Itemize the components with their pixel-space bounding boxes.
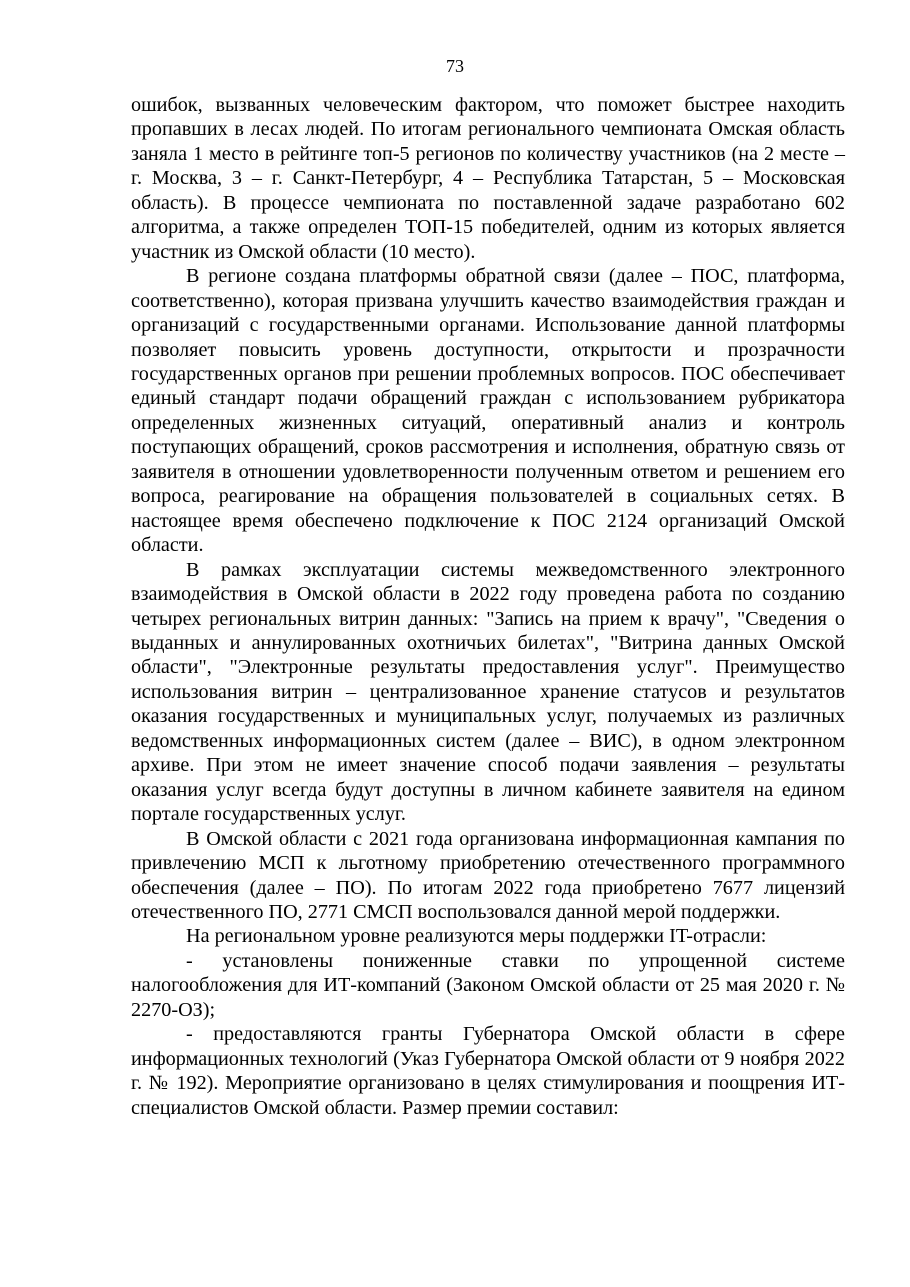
paragraph: ошибок, вызванных человеческим фактором, что поможет быстрее находить пропавших в лесах людей. По итогам регионального чемпионата Омская область заняла 1 место в рейтинге топ-5 регионов по количеству участников (на 2 месте – г. Москва, 3 – г. Санкт-Петербург, 4 – Республика Татарстан, 5 – Московская область). В процессе чемпионата по поставленной задаче разработано 602 алгоритма, а также определен ТОП-15 победителей, одним из которых является участник из Омской области (10 место). <box>131 94 845 263</box>
paragraph: В рамках эксплуатации системы межведомственного электронного взаимодействия в Омской области в 2022 году проведена работа по созданию четырех региональных витрин данных: "Запись на прием к врачу", "Сведения о выданных и аннулированных охотничьих билетах", "Витрина данных Омской области", "Электронные результаты предоставления услуг". Преимущество использования витрин – централизованное хранение статусов и результатов оказания государственных и муниципальных услуг, получаемых из различных ведомственных информационных систем (далее – ВИС), в одном электронном архиве. При этом не имеет значение способ подачи заявления – результаты оказания услуг всегда будут доступны в личном кабинете заявителя на едином портале государственных услуг. <box>131 558 845 826</box>
paragraph: В Омской области с 2021 года организована информационная кампания по привлечению МСП к льготному приобретению отечественного программного обеспечения (далее – ПО). По итогам 2022 года приобретено 7677 лицензий отечественного ПО, 2771 СМСП воспользовался данной мерой поддержки. <box>131 827 845 923</box>
document-body <box>131 93 845 1120</box>
paragraph: На региональном уровне реализуются меры поддержки IT-отрасли: <box>186 925 767 948</box>
list-item: - предоставляются гранты Губернатора Омской области в сфере информационных технологий (Указ Губернатора Омской области от 9 ноября 2022 г. № 192). Мероприятие организовано в целях стимулирования и поощрения ИТ-специалистов Омской области. Размер премии составил: <box>131 1023 845 1119</box>
page-number: 73 <box>446 56 464 76</box>
list-item: - установлены пониженные ставки по упрощенной системе налогообложения для ИТ-компаний (Законом Омской области от 25 мая 2020 г. № 2270-ОЗ); <box>131 949 845 1021</box>
paragraph: В регионе создана платформы обратной связи (далее – ПОС, платформа, соответственно), которая призвана улучшить качество взаимодействия граждан и организаций с государственными органами. Использование данной платформы позволяет повысить уровень доступности, открытости и прозрачности государственных органов при решении проблемных вопросов. ПОС обеспечивает единый стандарт подачи обращений граждан с использованием рубрикатора определенных жизненных ситуаций, оперативный анализ и контроль поступающих обращений, сроков рассмотрения и исполнения, обратную связь от заявителя в отношении удовлетворенности полученным ответом и решением его вопроса, реагирование на обращения пользователей в социальных сетях. В настоящее время обеспечено подключение к ПОС 2124 организаций Омской области. <box>131 265 845 557</box>
